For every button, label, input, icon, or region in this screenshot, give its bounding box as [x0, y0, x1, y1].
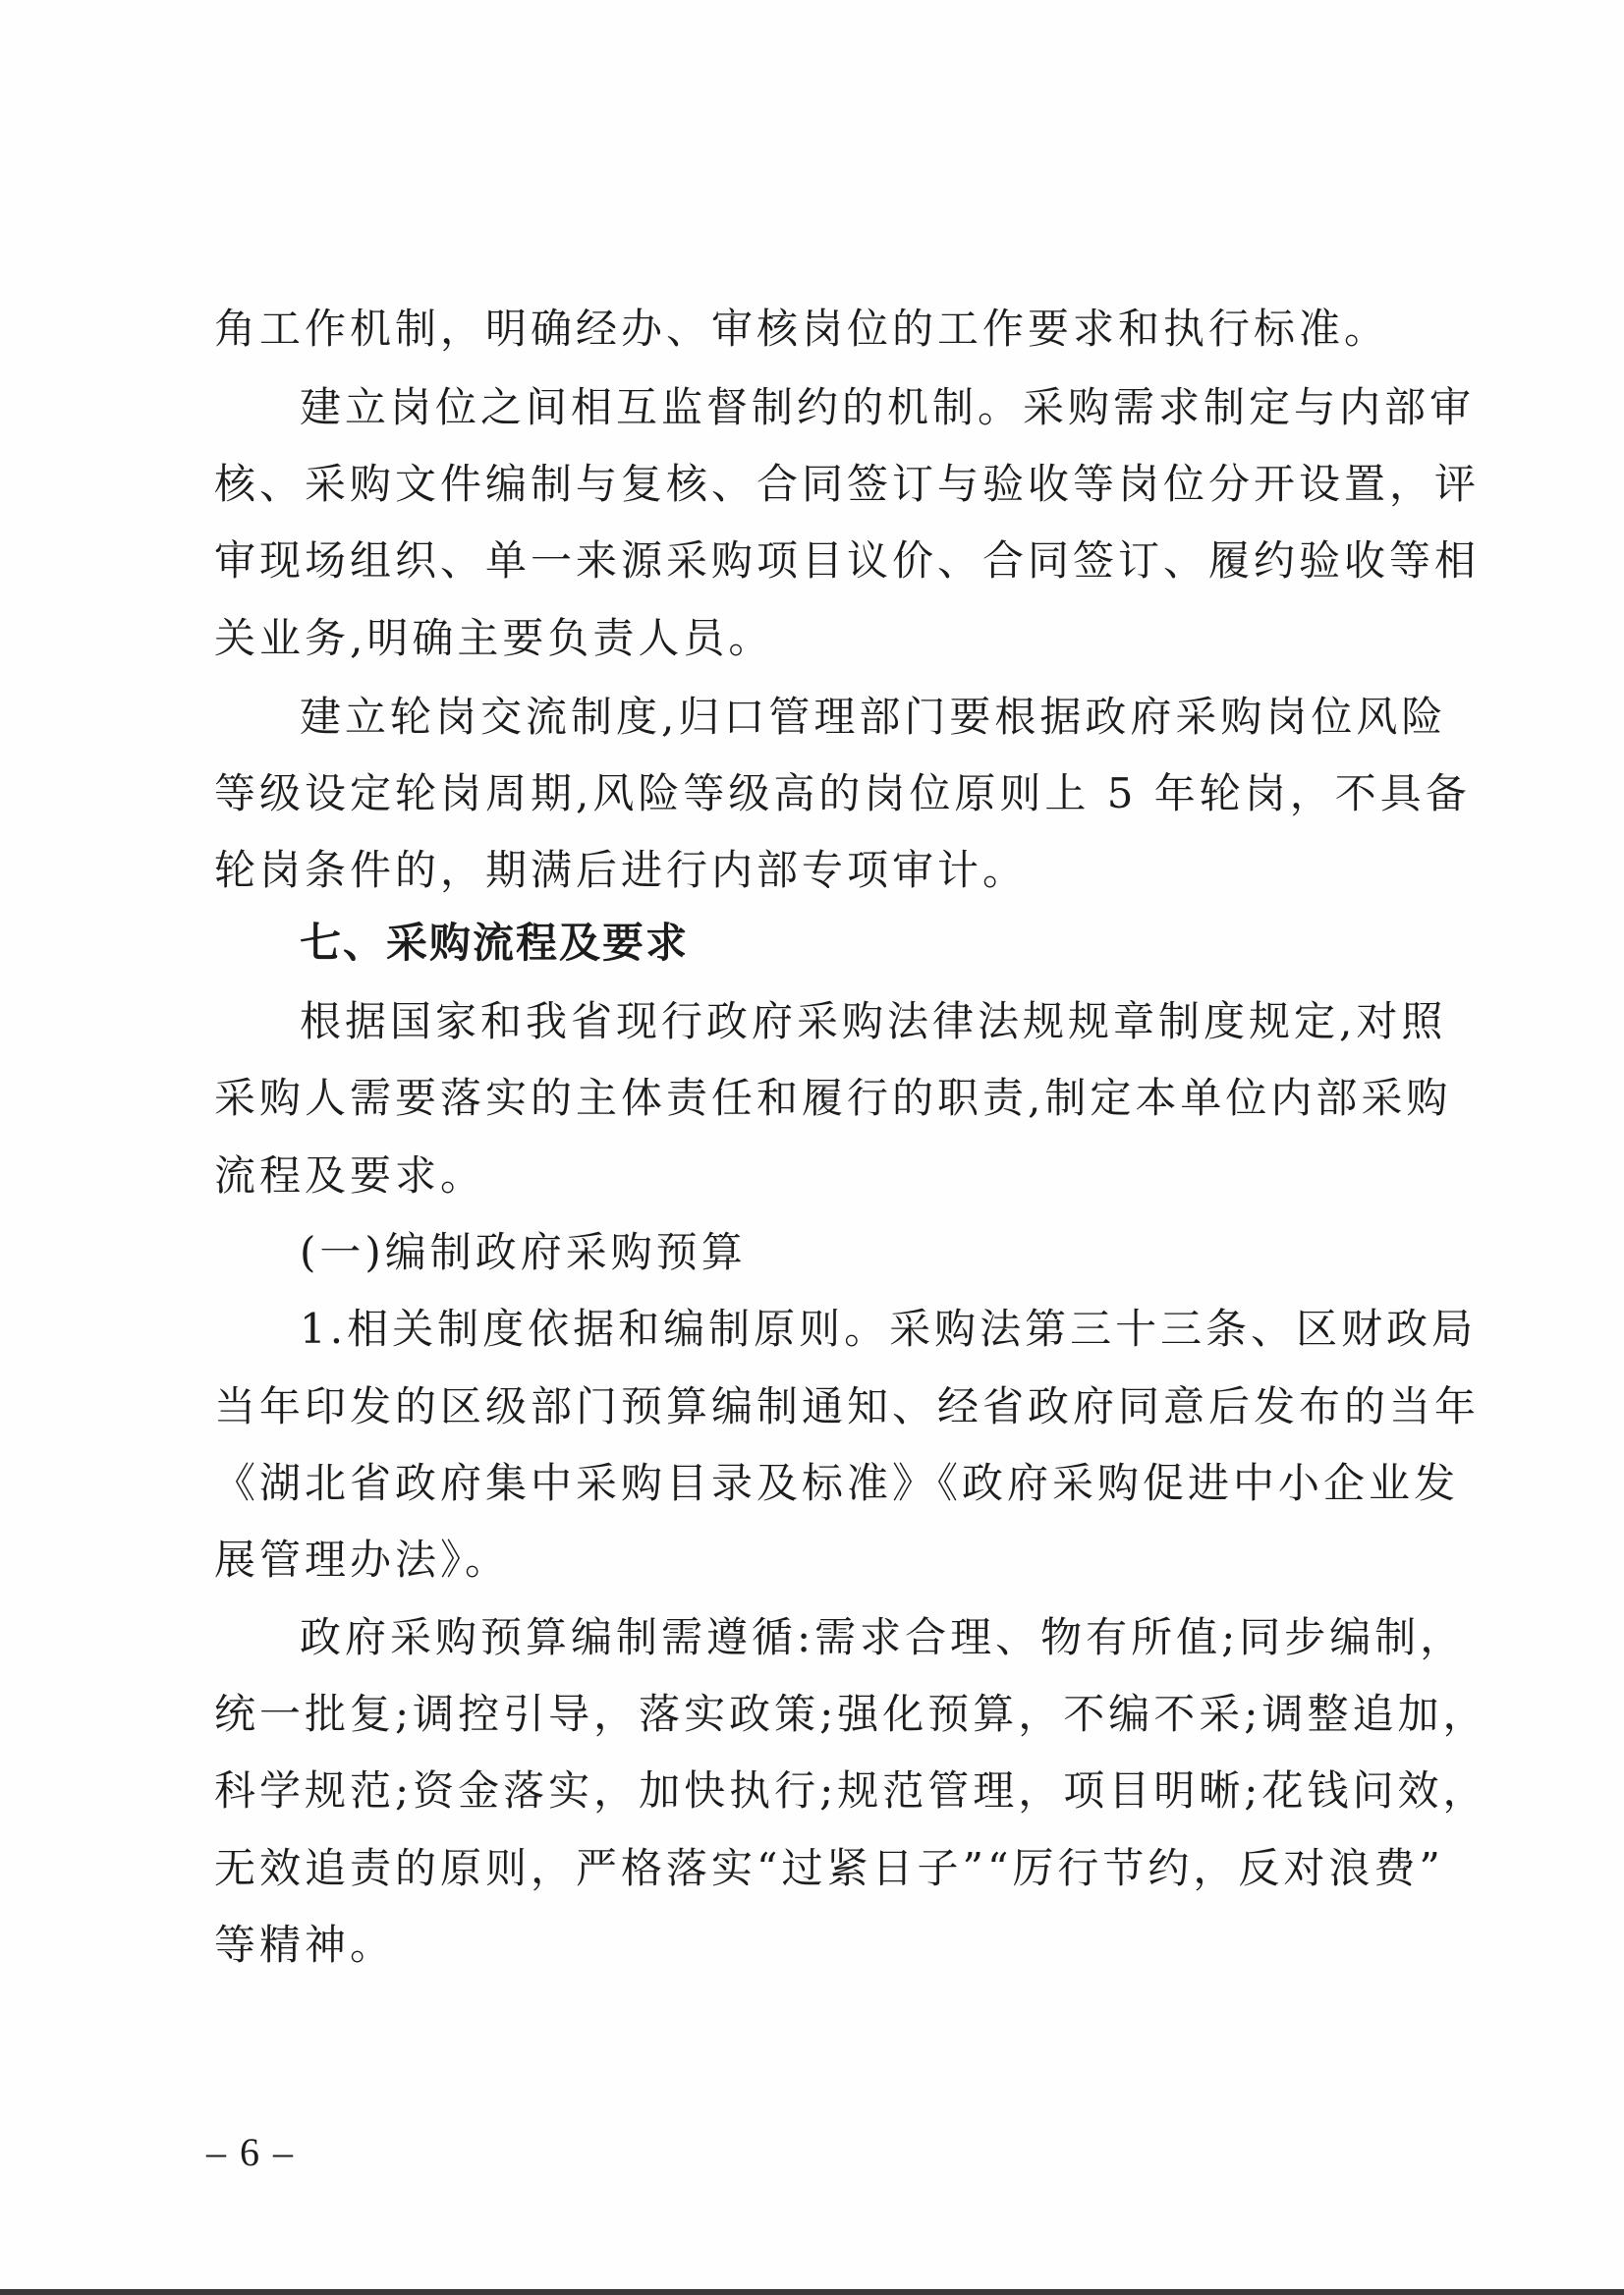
scan-bottom-border	[0, 2289, 1624, 2295]
paragraph-mutual-supervision: 建立岗位之间相互监督制约的机制。采购需求制定与内部审	[300, 383, 1476, 431]
text-line-3: 核、采购文件编制与复核、合同签订与验收等岗位分开设置，评	[214, 460, 1481, 508]
paragraph-budget-rules: 政府采购预算编制需遵循:需求合理、物有所值;同步编制，	[300, 1613, 1466, 1661]
page-number: – 6 –	[206, 2130, 295, 2174]
text-line-20: 科学规范;资金落实，加快执行;规范管理，项目明晰;花钱问效，	[214, 1766, 1488, 1815]
text-line-7: 等级设定轮岗周期,风险等级高的岗位原则上 5 年轮岗，不具备	[214, 769, 1471, 817]
text-line-8: 轮岗条件的，期满后进行内部专项审计。	[214, 846, 1029, 894]
section-heading-procurement-process: 七、采购流程及要求	[300, 919, 690, 967]
paragraph-job-rotation: 建立轮岗交流制度,归口管理部门要根据政府采购岗位风险	[300, 693, 1447, 741]
text-line-19: 统一批复;调控引导，落实政策;强化预算，不编不采;调整追加，	[214, 1690, 1488, 1738]
paragraph-basis-principles: 1.相关制度依据和编制原则。采购法第三十三条、区财政局	[300, 1305, 1478, 1353]
text-line-16: 《湖北省政府集中采购目录及标准》《政府采购促进中小企业发	[214, 1459, 1460, 1507]
text-line-21: 无效追责的原则，严格落实“过紧日子”“厉行节约，反对浪费”	[214, 1844, 1444, 1892]
paragraph-regulations: 根据国家和我省现行政府采购法律法规规章制度规定,对照	[300, 997, 1447, 1045]
text-line-11: 采购人需要落实的主体责任和履行的职责,制定本单位内部采购	[214, 1074, 1452, 1122]
text-line-22: 等精神。	[214, 1921, 396, 1969]
text-line-12: 流程及要求。	[214, 1151, 486, 1200]
text-line-17: 展管理办法》。	[214, 1536, 511, 1584]
text-line-5: 关业务,明确主要负责人员。	[214, 614, 774, 662]
text-line-4: 审现场组织、单一来源采购项目议价、合同签订、履约验收等相	[214, 536, 1481, 585]
subsection-heading-budget: (一)编制政府采购预算	[300, 1228, 747, 1276]
text-line-1: 角工作机制，明确经办、审核岗位的工作要求和执行标准。	[214, 305, 1390, 353]
text-line-15: 当年印发的区级部门预算编制通知、经省政府同意后发布的当年	[214, 1382, 1481, 1430]
